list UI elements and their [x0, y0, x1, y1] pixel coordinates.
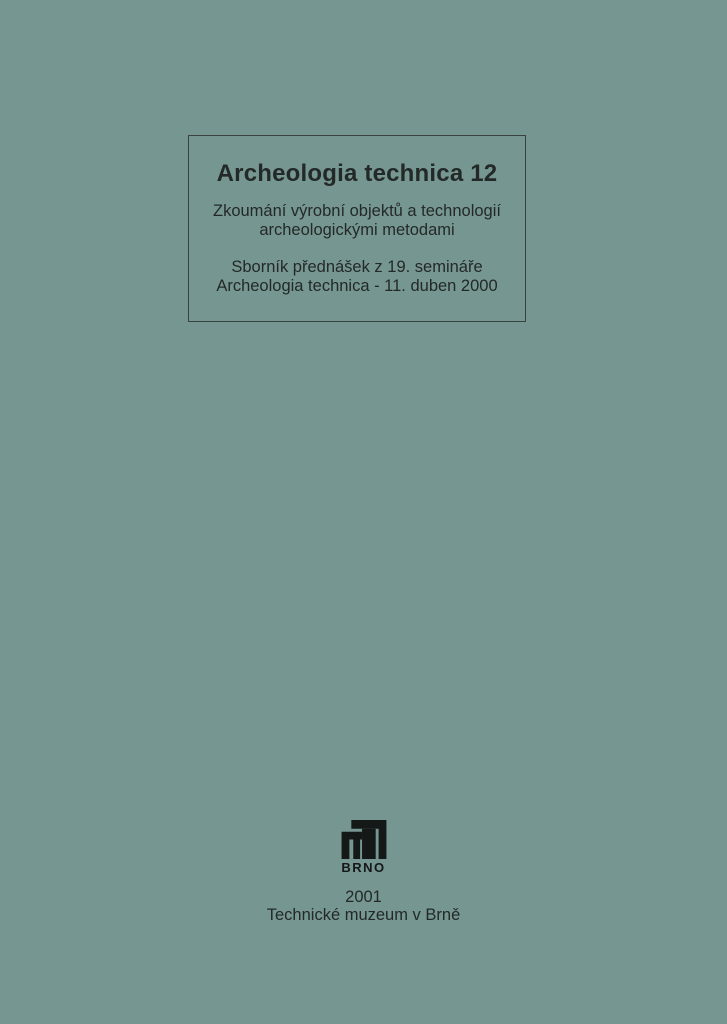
publication-year: 2001	[345, 888, 382, 906]
seminar-line-2: Archeologia technica - 11. duben 2000	[216, 277, 498, 295]
logo-brno-label: BRNO	[341, 860, 386, 875]
seminar-line-1: Sborník přednášek z 19. semináře	[231, 258, 483, 276]
book-title: Archeologia technica 12	[216, 160, 498, 187]
imprint	[0, 820, 727, 924]
publisher-name: Technické muzeum v Brně	[266, 906, 461, 924]
book-subtitle	[189, 202, 525, 240]
technical-museum-logo	[341, 820, 387, 875]
tm-monogram-icon	[341, 820, 387, 859]
subtitle-line-1: Zkoumání výrobní objektů a technologií	[212, 202, 501, 220]
subtitle-line-2: archeologickými metodami	[259, 221, 455, 239]
seminar-info	[189, 258, 525, 296]
title-box	[188, 135, 526, 322]
